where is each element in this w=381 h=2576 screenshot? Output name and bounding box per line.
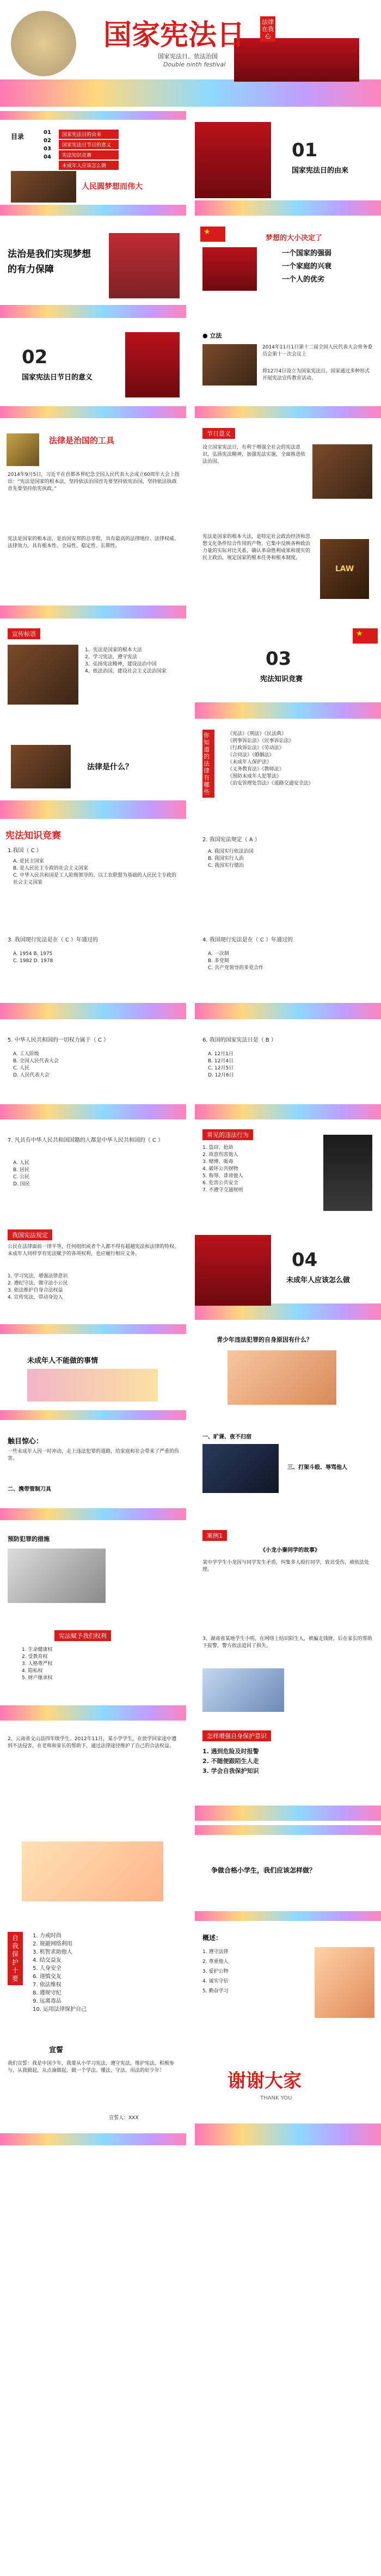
dragon-pillar-image (11, 11, 76, 76)
study-label: 宣传标语 (8, 628, 40, 639)
minor-text: 公民在法律面前一律平等，任何组织或者个人都不得有超越宪法和法律的特权。未成年人同样享有宪法赋予的各项权利，也应履行相应义务。 (8, 1244, 180, 1257)
howto-item: 2. 不随便跟陌生人走 (202, 1758, 259, 1765)
gavel-book-image (312, 444, 372, 499)
crowd-image (11, 171, 76, 203)
quiz-slide-2 (195, 823, 381, 919)
illegal-list (202, 1145, 311, 1194)
book-item: 《刑事诉讼法》《民事诉讼法》 (228, 738, 294, 744)
good-title: 争做合格小学生，我们应该怎样做？ (211, 1867, 316, 1874)
students-image (8, 645, 78, 705)
books-banner: 你知道的法律有哪些 (202, 730, 214, 798)
illegal-title: 常见的违法行为 (202, 1129, 253, 1140)
toc-item-4[interactable]: 未成年人应该怎么做 (59, 161, 119, 170)
books-slide (195, 723, 381, 819)
howto-item: 3. 学会自我保护知识 (202, 1767, 259, 1775)
paint-stroke (195, 1304, 381, 1320)
kids-image (22, 1841, 163, 1901)
quiz-options (13, 1160, 176, 1188)
minor-list (8, 1273, 180, 1301)
cover-badge: 法律在我心 (260, 16, 275, 42)
cannot-title: 未成年人不能做的事情 (27, 1357, 99, 1365)
tool-title: 法律是治国的工具 (49, 436, 115, 445)
red-building-image (195, 1235, 271, 1306)
minor-item: 3. 依法维护自身合法权益 (8, 1288, 63, 1293)
gavel-image (11, 745, 71, 788)
rules-slide (0, 1925, 186, 2034)
good-illustration-slide (0, 1825, 186, 1921)
study-line: 2、学习宪法，遵守宪法 (85, 654, 137, 660)
dream-title: 梦想的大小决定了 (266, 234, 323, 242)
quiz-options (13, 1051, 176, 1079)
summary-item: 3. 爱护公物 (202, 1969, 229, 1974)
thanks-slide (195, 2039, 381, 2145)
quiz-slide-3 (0, 923, 186, 1019)
toc-item-1[interactable]: 国家宪法日的由来 (59, 130, 119, 139)
quiz-banner: 宪法知识竞赛 (5, 830, 61, 841)
protect-title: 宪法赋予我们权利 (54, 1630, 111, 1641)
toc-slide (0, 111, 186, 216)
gavel-image (202, 344, 257, 386)
tiananmen-image (202, 247, 257, 291)
night-image (202, 1444, 279, 1493)
toc-num: 03 (44, 146, 51, 152)
tool-text-slide (0, 523, 186, 619)
quiz-option[interactable]: B. 全国人民代表大会 (13, 1058, 59, 1064)
paint-stroke (0, 605, 186, 619)
rules-side: 自我保护十要 (8, 1932, 23, 1985)
quiz-option[interactable]: B. 居民 (13, 1167, 29, 1173)
howto-list (202, 1747, 311, 1776)
case2-sub: 《小龙小秦同学的故事》 (260, 1547, 320, 1553)
quiz-option[interactable]: C. 1982 D. 1978 (13, 958, 53, 964)
quiz-options (208, 1051, 371, 1079)
scales-image (7, 433, 39, 466)
toc-numbers (44, 130, 54, 162)
meaning-slide (195, 423, 381, 518)
illegal-item: 1. 盗窃、抢劫 (202, 1145, 233, 1151)
quiz-option[interactable]: D. 国民 (13, 1182, 30, 1187)
china-flag-icon (200, 227, 225, 242)
illegal-item: 2. 故意伤害他人 (202, 1152, 238, 1158)
establish-text-2: 将12月4日设立为国家宪法日。国家通过多种形式开展宪法宣传教育活动。 (262, 369, 370, 381)
paint-stroke (195, 406, 381, 418)
rule-item: 8. 遵规守纪 (33, 1990, 62, 1996)
reason-b: 二、携带管制刀具 (8, 1486, 51, 1492)
quiz-question: 5. 中华人民共和国的一切权力属于（ C ） (8, 1037, 109, 1043)
law-book-slide (195, 523, 381, 619)
quiz-option[interactable]: A. 是民主国家 (13, 859, 44, 864)
section-01-slide (195, 111, 381, 216)
protect-item: 5. 财产继承权 (22, 1675, 53, 1681)
paint-stroke (0, 800, 186, 819)
paint-stroke (195, 1104, 381, 1119)
summary-list (202, 1947, 311, 1996)
red-building-image (195, 122, 271, 198)
paint-stroke (0, 1508, 186, 1520)
china-flag-icon (353, 628, 378, 644)
dream-line-3: 一个人的优劣 (282, 276, 325, 284)
tool-text-1: 2014年9月5日，习近平在首都各界纪念全国人民代表大会成立60周年大会上指出：“宪法是国家的根本法，坚持依法治国首先要坚持依宪治国，坚持依法执政首先要坚持依宪执政。” (8, 472, 180, 492)
toc-banner: 人民圆梦想而伟大 (82, 182, 143, 191)
section-number: 04 (292, 1249, 318, 1271)
quiz-option[interactable]: A. 12月1日 (208, 1051, 233, 1057)
pledge-slide (0, 2039, 186, 2145)
case4-text: 3、湖南省某地学生小明，在网络上结识陌生人，被骗走钱财，后在家长的帮助下报警，警方依法追回了损失。 (202, 1636, 372, 1649)
summary-item: 4. 诚实守信 (202, 1979, 229, 1984)
paint-stroke (0, 1410, 186, 1420)
illegal-item: 3. 赌博、吸毒 (202, 1159, 233, 1165)
study-list (85, 647, 181, 675)
rule-item: 9. 远离毒品 (33, 1998, 62, 2004)
cover-slide (0, 0, 381, 107)
toc-item-2[interactable]: 国家宪法日节日的意义 (59, 140, 119, 149)
case1-text: 一些未成年人因一时冲动，走上违法犯罪的道路，给家庭和社会带来了严重的伤害。 (8, 1449, 180, 1461)
tiananmen-image (234, 38, 359, 82)
quiz-question: 4. 我国现行宪法是在（ C ）年通过的 (202, 937, 293, 943)
paint-stroke (195, 1003, 381, 1019)
quiz-option[interactable]: C. 人民 (13, 1066, 30, 1071)
quiz-question: 1.我国（ C ） (8, 848, 42, 854)
quiz-option[interactable]: C. 12月5日 (208, 1066, 234, 1071)
summary-item: 1. 遵守法律 (202, 1949, 229, 1955)
paint-stroke (0, 1104, 186, 1119)
establish-text-1: 2014年11月1日第十二届全国人民代表大会常务委员会第十一次会议上 (262, 345, 373, 357)
toc-item-3[interactable]: 宪法知识竞赛 (59, 150, 119, 160)
tool-slide (0, 423, 186, 518)
quiz-slide-1 (0, 823, 186, 919)
book-item: 《未成年人保护法》 (228, 760, 272, 765)
tool-text-2: 宪法是国家的根本法，是治国安邦的总章程，具有最高的法律地位、法律权威、法律效力，具有根本性、全局性、稳定性、长期性。 (8, 536, 180, 549)
minor-title: 我国宪法规定 (8, 1229, 52, 1240)
quiz-question: 7. 凡具有中华人民共和国国籍的人都是中华人民共和国的（ C ） (8, 1137, 164, 1143)
paint-stroke (0, 205, 186, 216)
selfprotect-title: 青少年违法犯罪的自身原因有什么？ (217, 1336, 312, 1343)
dream-line-1: 一个国家的强弱 (282, 249, 332, 258)
good-slide (195, 1825, 381, 1921)
establish-label: ● 立法 (202, 332, 222, 339)
paint-stroke (195, 200, 381, 216)
toc-num: 01 (44, 130, 51, 136)
paint-stroke (195, 1911, 381, 1921)
quiz-option[interactable]: C. 共产党领导的多党合作 (208, 965, 264, 971)
reason-a: 一、旷课、夜不归宿 (202, 1434, 251, 1440)
dream-slide (195, 220, 381, 318)
study-line: 4、依法治国，建设社会主义法治国家 (85, 669, 167, 674)
quiz-question: 3. 我国现行宪法是在（ C ）年通过的 (8, 937, 99, 943)
case2-title: 案例1 (202, 1530, 227, 1541)
protect-item: 3. 人格尊严权 (22, 1661, 53, 1667)
book-item: 《行政诉讼法》《劳动法》 (228, 745, 284, 751)
books-list (228, 731, 374, 787)
summary-item: 2. 尊重他人 (202, 1959, 229, 1965)
rule-item: 1. 力戒时尚 (33, 1933, 62, 1939)
quiz-option[interactable]: A. 我国实行依法治国 (208, 849, 254, 854)
summary-title: 概述： (202, 1934, 223, 1942)
selfprotect-slide (195, 1324, 381, 1420)
rule-item: 7. 依法维权 (33, 1982, 62, 1988)
rule-item: 4. 结交益友 (33, 1957, 62, 1963)
illegal-item: 7. 不遵守交通规则 (202, 1188, 243, 1193)
gavel-question: 法律是什么？ (87, 763, 133, 772)
students-image (228, 1350, 336, 1405)
quiz-option[interactable]: A. 1954 B. 1975 (13, 951, 53, 957)
quiz-options (13, 951, 176, 965)
quiz-slide-5 (0, 1024, 186, 1119)
minor-slide (0, 1224, 186, 1320)
gavel-slide (0, 723, 186, 819)
quiz-option[interactable]: D. 人民代表大会 (13, 1073, 50, 1078)
quiz-option[interactable]: C. 我国实行德治 (208, 863, 244, 868)
prevent-slide (0, 1525, 186, 1620)
pledge-text: 我们宣誓：我是中国少年，我要从小学习宪法，遵守宪法，维护宪法。积极参与，从我做起，从点滴做起，做一个学法、懂法、守法、用法的好少年！ (8, 2061, 175, 2073)
quiz-question: 6. 我国的国家宪法日是（ B ） (202, 1037, 276, 1043)
toc-num: 02 (44, 138, 51, 144)
study-slide (0, 623, 186, 719)
thanks-sub: THANK YOU (260, 2095, 292, 2101)
cover-title: 国家宪法日 (103, 19, 245, 52)
section-number: 01 (292, 139, 318, 161)
howto-item: 1. 遇到危险及时报警 (202, 1748, 259, 1755)
paint-stroke (195, 2124, 381, 2145)
section-title: 未成年人应该怎么做 (286, 1276, 351, 1284)
paint-stroke (0, 1003, 186, 1019)
minor-item: 1. 学习宪法，增强法律意识 (8, 1274, 68, 1279)
pledge-sign: 宣誓人：XXX (109, 2115, 139, 2121)
book-item: 《义务教育法》《教师法》 (228, 767, 284, 772)
red-building-image (125, 332, 180, 397)
law-line-2: 的有力保障 (8, 264, 54, 275)
pledge-title: 宣誓 (49, 2046, 64, 2054)
prevent-title: 预防犯罪的措施 (8, 1535, 50, 1543)
toc-items (59, 129, 119, 171)
illegal-item: 6. 危害公共安全 (202, 1180, 238, 1186)
quiz-options (208, 848, 371, 870)
section-03-slide (195, 623, 381, 719)
illustration-image (27, 1369, 158, 1402)
quiz-option[interactable]: B. 多党制 (208, 958, 229, 964)
cover-subtitle: 国家宪法日、依法治国 (158, 53, 218, 60)
paint-stroke (0, 305, 186, 318)
study-line: 3、弘扬宪法精神，建设法治中国 (85, 662, 157, 667)
paint-stroke (195, 1806, 381, 1821)
study-line: 1、宪法是国家的根本大法 (85, 647, 142, 653)
quiz-options (208, 951, 371, 972)
illegal-item: 5. 侮辱、诽谤他人 (202, 1173, 243, 1179)
case2-text: 某中学学生小龙因与同学发生矛盾，纠集多人殴打同学，致其受伤，被依法处理。 (202, 1560, 370, 1572)
paint-stroke (0, 79, 381, 107)
section-title: 国家宪法日的由来 (292, 167, 349, 175)
quiz-question: 2. 我国宪法规定（ A ） (202, 837, 260, 843)
phone-image (202, 1668, 284, 1712)
illegal-slide (195, 1124, 381, 1220)
rule-item: 10. 运用法律保护自己 (33, 2006, 87, 2012)
case3-slide (0, 1725, 186, 1821)
page-bottom-blank (0, 2150, 381, 2576)
rule-item: 2. 规避网络利用 (33, 1941, 72, 1947)
dream-line-2: 一个家庭的兴衰 (282, 262, 332, 271)
student-image (315, 1947, 374, 2018)
quiz-option[interactable]: D. 12月6日 (208, 1073, 234, 1078)
case4-slide (195, 1625, 381, 1721)
howto-slide (195, 1725, 381, 1821)
quiz-option[interactable]: A. 一次制 (208, 951, 229, 957)
section-02-slide (0, 322, 186, 418)
protect-slide (0, 1625, 186, 1721)
quiz-options (13, 858, 176, 886)
paint-stroke (195, 1825, 381, 1835)
paint-stroke (0, 111, 186, 120)
toc-num: 04 (44, 154, 51, 160)
howto-title: 怎样增强自身保护意识 (202, 1730, 271, 1741)
law-slide (0, 220, 186, 318)
law2-text: 宪法是国家的根本大法，是特定社会政治经济和思想文化条件综合作用的产物，它集中反映各种政治力量的实际对比关系，确认革命胜利成果和现实的民主政治，规定国家的根本任务和根本制度。 (202, 534, 311, 561)
quiz-option[interactable]: A. 工人阶级 (13, 1051, 39, 1057)
section-04-slide (195, 1224, 381, 1320)
book-item: 《宪法》《刑法》《民法典》 (228, 731, 287, 737)
paint-stroke (0, 1705, 186, 1721)
rule-item: 6. 谨慎交友 (33, 1974, 62, 1980)
illegal-item: 4. 破坏公共财物 (202, 1166, 238, 1172)
meaning-text: 设立国家宪法日，有利于增强全社会的宪法意识，弘扬宪法精神，加强宪法实施，全面推进依法治国。 (202, 445, 306, 464)
summary-item: 5. 勤奋学习 (202, 1988, 229, 1994)
protect-item: 2. 受教育权 (22, 1654, 48, 1660)
rule-item: 3. 机智求助他人 (33, 1949, 72, 1955)
summary-slide (195, 1925, 381, 2034)
case1-slide (0, 1424, 186, 1520)
protect-item: 4. 隐私权 (22, 1668, 43, 1674)
reason-c: 三、打架斗殴、辱骂他人 (287, 1465, 347, 1471)
minor-item: 4. 宣传宪法，带动身边人 (8, 1295, 63, 1300)
book-item: 《预防未成年人犯罪法》 (228, 774, 282, 779)
quiz-slide-7 (0, 1124, 186, 1220)
establish-slide (195, 322, 381, 418)
rules-list (33, 1932, 174, 2014)
meaning-label: 节日意义 (202, 428, 235, 439)
paint-stroke (0, 1324, 186, 1334)
section-number: 02 (22, 346, 48, 368)
rule-item: 5. 人身安全 (33, 1966, 62, 1972)
knife-image (8, 1549, 106, 1603)
reason-a-slide (195, 1424, 381, 1520)
book-item: 《治安管理处罚法》《道路交通安全法》 (228, 781, 314, 786)
section-title: 宪法知识竞赛 (260, 675, 303, 683)
paint-stroke (0, 406, 186, 418)
law-book (320, 539, 369, 599)
quiz-option[interactable]: B. 我国实行人治 (208, 856, 244, 861)
quiz-option[interactable]: C. 公民 (13, 1174, 30, 1180)
section-number: 03 (266, 648, 292, 670)
case1-title: 触目惊心： (8, 1437, 44, 1446)
paint-stroke (0, 2133, 186, 2145)
section-title: 国家宪法日节日的意义 (22, 374, 93, 382)
protect-list (22, 1647, 174, 1682)
judge-image (323, 1135, 372, 1211)
case3-text: 2、云南省文山县四年级学生。2012年11月，某小学学生，在放学回家途中遭到不法侵害，在老师和家长的帮助下，通过法律途径维护了自己的合法权益。 (8, 1736, 177, 1749)
quiz-slide-6 (195, 1024, 381, 1119)
case2-slide (195, 1525, 381, 1620)
quiz-slide-4 (195, 923, 381, 1019)
quiz-option[interactable]: B. 是人民民主专政的社会主义国家 (13, 866, 88, 871)
cannot-slide (0, 1324, 186, 1420)
book-item: 《合同法》《婚姻法》 (228, 752, 274, 758)
quiz-option[interactable]: A. 人民 (13, 1160, 29, 1166)
protect-item: 1. 生命健康权 (22, 1647, 53, 1653)
cover-english: Double ninth festival (163, 61, 226, 68)
tiananmen-image (109, 233, 180, 298)
quiz-option[interactable]: B. 12月4日 (208, 1058, 234, 1064)
thanks-title: 谢谢大家 (228, 2070, 302, 2092)
quiz-option[interactable]: C. 中华人民共和国是工人阶级领导的、以工农联盟为基础的人民民主专政的社会主义国家 (13, 873, 177, 885)
toc-label: 目录 (11, 133, 24, 140)
minor-item: 2. 遵纪守法，做守法小公民 (8, 1281, 68, 1286)
law-book-label: LAW (335, 565, 354, 573)
law-line-1: 法治是我们实现梦想 (8, 249, 91, 260)
paint-stroke (195, 702, 381, 719)
